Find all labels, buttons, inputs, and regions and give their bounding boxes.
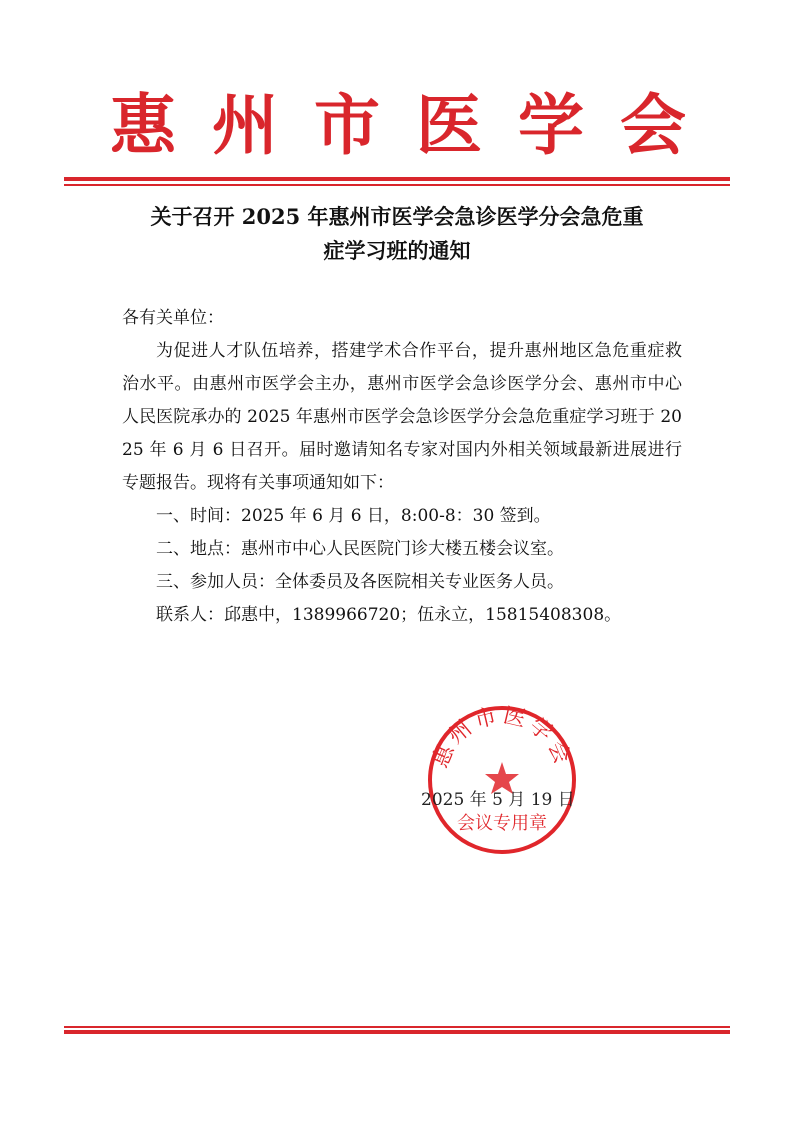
title-line-2: 症学习班的通知 (323, 238, 471, 263)
issue-date: 2025 年 5 月 19 日 (421, 790, 575, 810)
header-divider-thick (64, 177, 730, 181)
document-body (122, 302, 682, 632)
title-line-1: 关于召开 2025 年惠州市医学会急诊医学分会急危重 (150, 204, 644, 229)
document-title (64, 200, 730, 268)
seal-arc-text: 惠州市医学会 (427, 703, 577, 772)
salutation: 各有关单位： (122, 308, 224, 328)
footer-divider-thick (64, 1030, 730, 1034)
letterhead-char: 会 (620, 86, 686, 164)
main-paragraph: 为促进人才队伍培养，搭建学术合作平台，提升惠州地区急危重症救治水平。由惠州市医学会主办，惠州市医学会急诊医学分会、惠州市中心人民医院承办的 2025 年惠州市医学会急诊医学分会急危重症学习班于 2025 年 6 月 6 日召开。届时邀请知名专家对国内外相关领域最新进展进行专题报告。现将有关事项通知如下： (122, 341, 682, 493)
item-participants: 三、参加人员：全体委员及各医院相关专业医务人员。 (156, 572, 564, 592)
item-time: 一、时间：2025 年 6 月 6 日，8:00-8：30 签到。 (156, 506, 551, 526)
official-seal (424, 702, 580, 858)
item-contacts: 联系人：邱惠中，13899667​20；伍永立，15815408308。 (156, 605, 622, 625)
letterhead-char: 州 (212, 86, 278, 164)
letterhead-char: 医 (416, 86, 482, 164)
org-letterhead (64, 86, 730, 164)
letterhead-char: 学 (518, 86, 584, 164)
letterhead-char: 市 (314, 86, 380, 164)
footer-divider-thin (64, 1026, 730, 1028)
seal-bottom-text: 会议专用章 (457, 813, 547, 834)
header-divider-thin (64, 184, 730, 186)
item-location: 二、地点：惠州市中心人民医院门诊大楼五楼会议室。 (156, 539, 564, 559)
letterhead-char: 惠 (110, 86, 176, 164)
